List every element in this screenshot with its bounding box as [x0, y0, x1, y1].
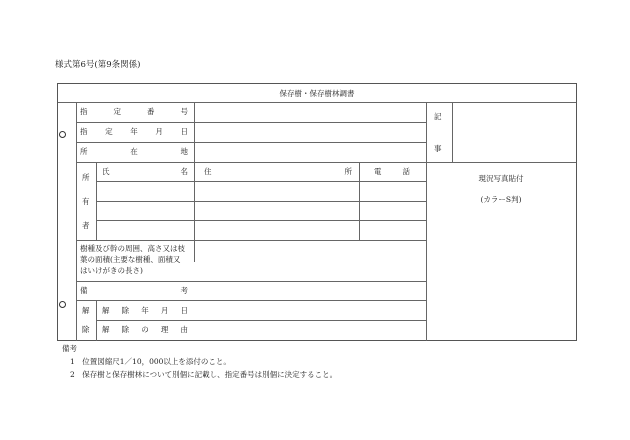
notes-item-2: 2 保存樹と保存樹林について別個に記載し、指定番号は別個に決定すること。 [70, 370, 338, 379]
species-label-line2: 葉の面積(主要な樹種、面積又 [80, 255, 181, 264]
designation-number-label: 指 定 番 号 [80, 107, 188, 116]
release-label-1: 解 [82, 306, 90, 315]
notes-label-1: 記 [434, 112, 442, 121]
form-number-label: 様式第6号(第9条関係) [55, 60, 141, 70]
notes-item-1: 1 位置図縮尺1／10，000以上を添付のこと。 [70, 357, 231, 366]
designation-date-label: 指 定 年 月 日 [80, 127, 188, 136]
photo-size-note: (カラーS判) [480, 195, 522, 204]
species-label-line1: 樹種及び幹の周囲、高さ又は枝 [80, 244, 185, 253]
survey-form-table [57, 83, 577, 341]
owner-phone-header: 電 話 [374, 167, 410, 176]
species-label-line3: はいけがきの長さ) [80, 266, 143, 275]
form-title: 保存樹・保存樹林調書 [279, 89, 355, 98]
remarks-label: 備 考 [80, 286, 188, 295]
release-date-label: 解 除 年 月 日 [102, 306, 188, 315]
binding-hole-top-icon [59, 131, 66, 138]
release-label-2: 除 [82, 325, 90, 334]
location-label: 所 在 地 [80, 147, 188, 156]
owner-name-header: 氏 名 [102, 167, 188, 176]
owner-label-1: 所 [82, 173, 90, 182]
notes-label-2: 事 [434, 144, 442, 153]
notes-section [62, 342, 337, 381]
photo-label: 現況写真貼付 [478, 174, 524, 183]
owner-address-header: 住 所 [204, 167, 352, 176]
binding-hole-bottom-icon [59, 301, 66, 308]
notes-heading: 備考 [62, 344, 77, 353]
owner-label-2: 有 [82, 197, 90, 206]
release-reason-label: 解 除 の 理 由 [102, 325, 188, 334]
owner-label-3: 者 [82, 221, 90, 230]
